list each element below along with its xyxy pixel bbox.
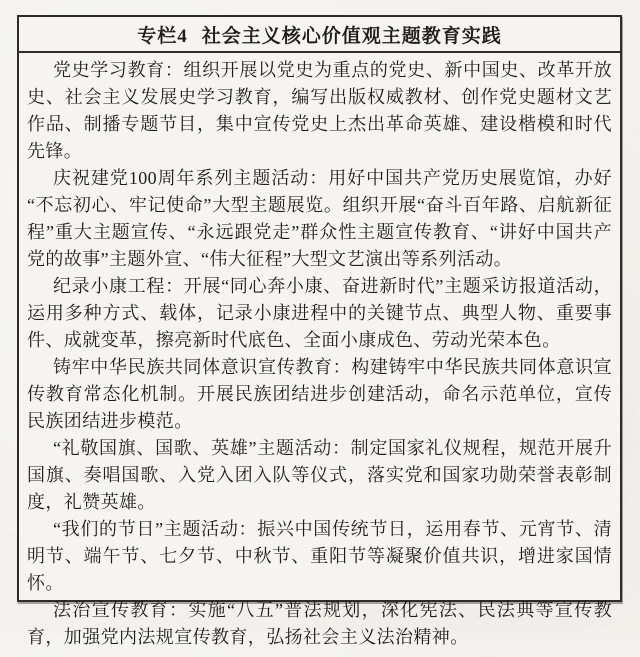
paragraph-our-festivals: “我们的节日”主题活动：振兴中国传统节日，运用春节、元宵节、清明节、端午节、七夕节、中秋节、重阳节等凝聚价值共识，增进家国情怀。 [27, 519, 612, 593]
paragraph-centenary-activities: 庆祝建党100周年系列主题活动：用好中国共产党历史展览馆，办好“不忘初心、牢记使命”大型主题展览。组织开展“奋斗百年路、启航新征程”重大主题宣传、“永远跟党走”群众性主题宣传教育、“讲好中国共产党的故事”主题外宣、“伟大征程”大型文艺演出等系列活动。 [27, 168, 612, 269]
panel-title: 社会主义核心价值观主题教育实践 [201, 25, 502, 47]
panel-body [19, 53, 620, 657]
panel-title-prefix: 专栏4 [137, 25, 188, 47]
column-panel [17, 15, 622, 647]
paragraph-national-community-awareness: 铸牢中华民族共同体意识宣传教育：构建铸牢中华民族共同体意识宣传教育常态化机制。开展民族团结进步创建活动，命名示范单位，宣传民族团结进步模范。 [27, 357, 612, 431]
panel-title-bar [19, 17, 620, 53]
paragraph-party-history-education: 党史学习教育：组织开展以党史为重点的党史、新中国史、改革开放史、社会主义发展史学习教育，编写出版权威教材、创作党史题材文艺作品、制播专题节目，集中宣传党史上杰出革命英雄、建设楷模和时代先锋。 [27, 60, 612, 161]
paragraph-xiaokang-documentary-project: 纪录小康工程：开展“同心奔小康、奋进新时代”主题采访报道活动，运用多种方式、载体，记录小康进程中的关键节点、典型人物、重要事件、成就变革，擦亮新时代底色、全面小康成色、劳动光荣本色。 [27, 276, 612, 350]
scanned-page [0, 15, 640, 647]
paragraph-respect-flag-anthem-heroes: “礼敬国旗、国歌、英雄”主题活动：制定国家礼仪规程，规范开展升国旗、奏唱国歌、入党入团入队等仪式，落实党和国家功勋荣誉表彰制度，礼赞英雄。 [27, 438, 612, 512]
paragraph-rule-of-law-education: 法治宣传教育：实施“八五”普法规划，深化宪法、民法典等宣传教育，加强党内法规宣传教育，弘扬社会主义法治精神。 [27, 600, 612, 647]
